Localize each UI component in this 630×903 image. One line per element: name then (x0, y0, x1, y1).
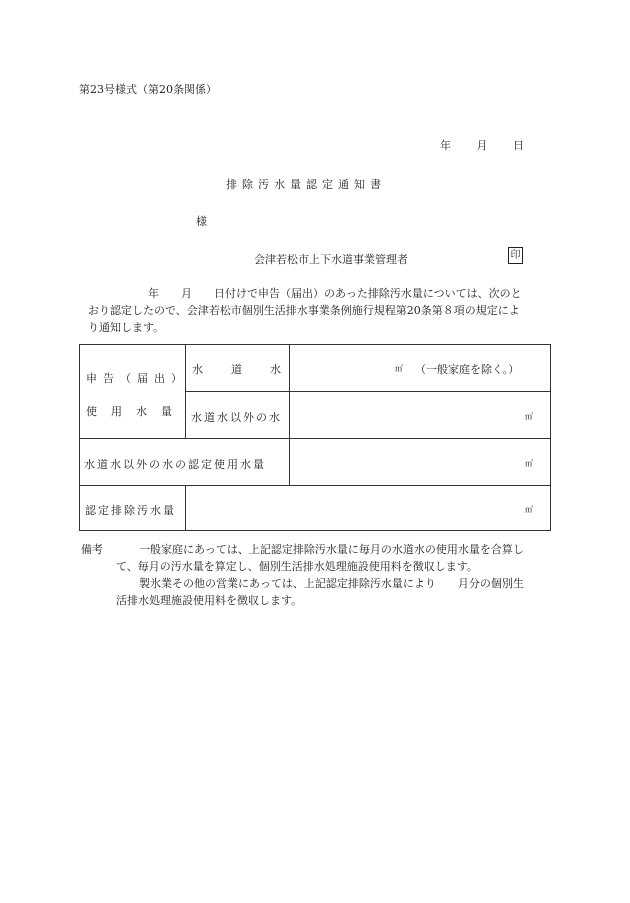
usage-volume-label: 使用水量 (86, 405, 186, 418)
non-tap-water-unit: ㎥ (525, 412, 533, 421)
seal-mark: 印 (508, 247, 523, 264)
remarks-text (116, 541, 524, 609)
remarks-label: 備考 (81, 543, 103, 556)
remarks-line: て、毎月の汚水量を算定し、個別生活排水処理施設使用料を徴収します。 (116, 560, 478, 573)
document-title: 排除汚水量認定通知書 (226, 178, 386, 191)
table-rule (185, 345, 186, 438)
table-rule (185, 485, 186, 531)
certified-usage-unit: ㎥ (525, 459, 533, 468)
table-rule (80, 485, 550, 486)
remarks-line: 一般家庭にあっては、上記認定排除汚水量に毎月の水道水の使用水量を合算し (128, 543, 524, 556)
notice-body (88, 285, 550, 336)
tap-water-note: （一般家庭を除く。） (415, 363, 520, 376)
certified-discharge-label: 認定排除汚水量 (85, 504, 176, 517)
declared-label: 申告（届出） (86, 372, 188, 385)
body-line: り通知します。 (88, 321, 165, 334)
remarks-line: 活排水処理施設使用料を徴収します。 (116, 594, 303, 607)
table-rule (185, 391, 550, 392)
body-line: 年 月 日付けで申告（届出）のあった排除汚水量については、次のと (148, 287, 522, 300)
table-rule (80, 438, 550, 439)
usage-table (79, 344, 551, 531)
date-day: 日 (513, 139, 524, 152)
addressee-suffix: 様 (196, 215, 207, 228)
body-line: おり認定したので、会津若松市個別生活排水事業条例施行規程第20条第８項の規定によ (88, 304, 520, 317)
remarks-line: 製氷業その他の営業にあっては、上記認定排除汚水量により 月分の個別生 (128, 577, 524, 590)
certified-discharge-unit: ㎥ (525, 505, 533, 514)
certified-usage-label: 水道水以外の水の認定使用水量 (84, 458, 266, 471)
non-tap-water-label: 水道水以外の水 (191, 411, 282, 424)
date-month: 月 (476, 139, 488, 152)
date-year: 年 (440, 139, 451, 152)
issuer-name: 会津若松市上下水道事業管理者 (254, 253, 408, 266)
form-number: 第23号様式（第20条関係） (79, 83, 217, 96)
date-line (440, 137, 546, 153)
tap-water-label: 水道水 (192, 363, 309, 376)
tap-water-unit: ㎥ (395, 364, 403, 373)
